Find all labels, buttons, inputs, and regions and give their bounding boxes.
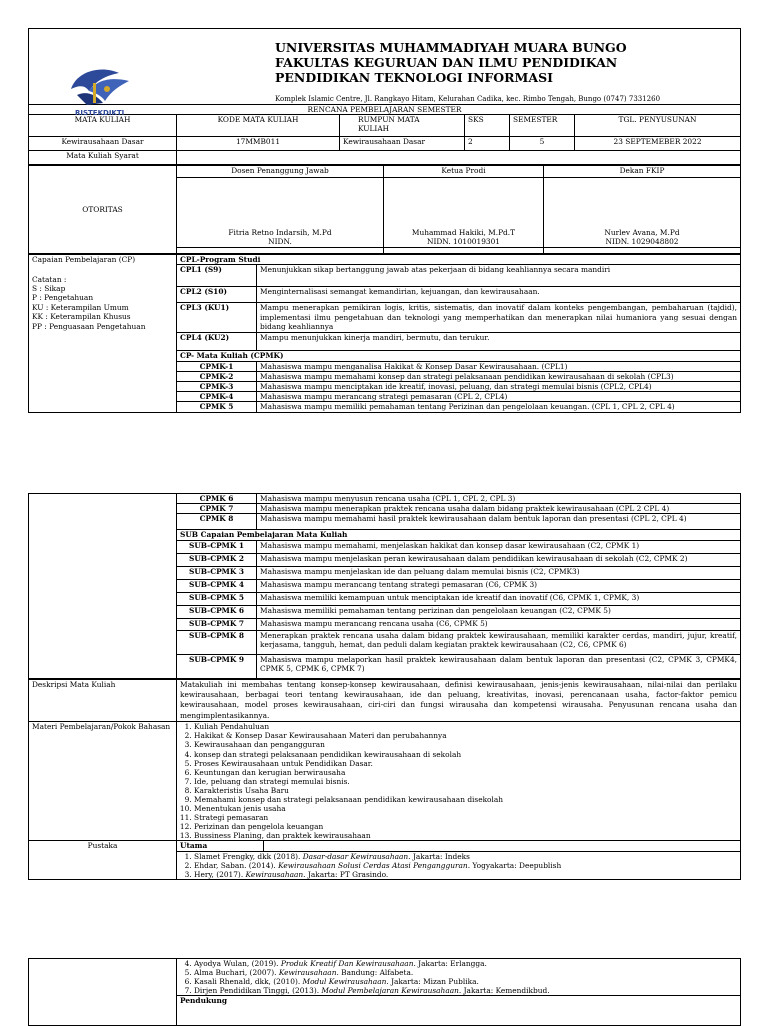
cpl-code: CPL4 (KU2) xyxy=(177,333,257,351)
cp-label: Capaian Pembelajaran (CP) xyxy=(32,255,136,265)
list-item: 3. Hery, (2017). Kewirausahaan. Jakarta: PT Grasindo. xyxy=(194,870,737,879)
program-name: PENDIDIKAN TEKNOLOGI INFORMASI xyxy=(275,70,553,85)
role-dekan: Dekan FKIP xyxy=(544,166,741,178)
rps-header-table xyxy=(28,28,741,165)
cpmk-title: CP- Mata Kuliah (CPMK) xyxy=(177,351,741,361)
pustaka-list xyxy=(180,852,737,879)
doc-title: RENCANA PEMBELAJARAN SEMESTER xyxy=(29,105,741,115)
nidn-dosen: NIDN. xyxy=(268,237,292,246)
cpl-code: CPL1 (S9) xyxy=(177,265,257,287)
cpmk-code: CPMK 6 xyxy=(177,494,257,504)
list-item: 2. Ehdar, Saban. (2014). Kewirausahaan Solusi Cerdas Atasi Pengangguran. Yogyakarta: Deepublish xyxy=(194,861,737,870)
sub-cpmk-code: SUB-CPMK 9 xyxy=(177,654,257,678)
list-item: 1. Slamet Frengky, dkk (2018). Dasar-dasar Kewirausahaan. Jakarta: Indeks xyxy=(194,852,737,861)
page-2 xyxy=(0,493,768,880)
cpmk-code: CPMK-2 xyxy=(177,371,257,381)
sub-cpmk-text: Mahasiswa mampu merancang rencana usaha (C6, CPMK 5) xyxy=(257,618,741,630)
list-item: 5. Alma Buchari, (2007). Kewirausahaan. Bandung: Alfabeta. xyxy=(194,968,737,977)
cpmk-sub-table xyxy=(28,493,741,679)
list-item: 1. Kuliah Pendahuluan xyxy=(194,722,737,731)
nidn-kaprodi: NIDN. 1010019301 xyxy=(426,237,501,246)
cpl-text: Menginternalisasi semangat kemandirian, kejuangan, dan kewirausahaan. xyxy=(257,287,741,303)
sub-cpmk-text: Mahasiswa mampu melaporkan hasil praktek kewirausahaan dalam bentuk laporan dan presentasi (C2, CPMK 3, CPMK4, CPMK 5, CPMK 6, CPMK 7) xyxy=(257,654,741,678)
cpmk-code: CPMK 7 xyxy=(177,504,257,514)
sub-cpmk-code: SUB-CPMK 6 xyxy=(177,605,257,618)
university-name: UNIVERSITAS MUHAMMADIYAH MUARA BUNGO xyxy=(275,40,627,55)
list-item: 7. Dirjen Pendidikan Tinggi, (2013). Modul Pembelajaran Kewirausahaan. Jakarta: Kemendikbud. xyxy=(194,986,737,995)
cpl-code: CPL2 (S10) xyxy=(177,287,257,303)
prereq-label: Mata Kuliah Syarat xyxy=(29,151,177,165)
cpmk-text: Mahasiswa mampu memahami hasil praktek kewirausahaan dalam bentuk laporan dan presentasi (CPL 2, CPL 4) xyxy=(257,514,741,530)
note-ku: KU : Keterampilan Umum xyxy=(32,302,129,312)
cpmk-text: Mahasiswa mampu menyusun rencana usaha (CPL 1, CPL 2, CPL 3) xyxy=(257,494,741,504)
name-dekan: Nurlev Avana, M.Pd xyxy=(604,227,680,237)
list-item: 7. Ide, peluang dan strategi memulai bisnis. xyxy=(194,777,737,786)
col-header-mata-kuliah: MATA KULIAH xyxy=(29,115,177,137)
sub-cpmk-text: Mahasiswa memiliki pemahaman tentang perizinan dan pengelolaan keuangan (C2, CPMK 5) xyxy=(257,605,741,618)
note-s: S : Sikap xyxy=(32,284,66,294)
list-item: 11. Strategi pemasaran xyxy=(194,813,737,822)
pustaka-list-cell xyxy=(177,851,741,879)
col-header-tgl: TGL. PENYUSUNAN xyxy=(575,115,741,137)
cp-label-cell xyxy=(29,255,177,412)
list-item: 8. Karakteristis Usaha Baru xyxy=(194,786,737,795)
cpmk-code: CPMK 8 xyxy=(177,514,257,530)
pustaka-label: Pustaka xyxy=(29,841,177,879)
value-rumpun: Kewirausahaan Dasar xyxy=(340,137,465,151)
value-semester: 5 xyxy=(510,137,575,151)
cpmk-code: CPMK-1 xyxy=(177,361,257,371)
col-header-rumpun: RUMPUN MATA KULIAH xyxy=(340,115,465,137)
desc-text: Matakuliah ini membahas tentang konsep-konsep kewirausahaan, definisi kewirausahaan, jenis-jenis kewirausahaan, nilai-nilai dan perilaku kewirausahaan, berbagai teori tentang kewirausahaan, ide dan peluang, kreativitas, inovasi, perencanaan usaha, factor-faktor pemicu kewirausahaan, model proses kewirausahaan, ciri-ciri dan fungsi wirausaha dan kompetensi wirausaha. Penyusunan rencana usaha dan mengimplentasikannya. xyxy=(177,679,741,722)
prereq-value xyxy=(177,151,741,165)
list-item: 4. Ayodya Wulan, (2019). Produk Kreatif Dan Kewirausahaan. Jakarta: Erlangga. xyxy=(194,959,737,968)
cpmk-text: Mahasiswa mampu menciptakan ide kreatif, inovasi, peluang, dan strategi memulai bisnis (CPL2, CPL4) xyxy=(257,382,741,392)
materi-list-cell xyxy=(177,722,741,841)
list-item: 6. Kasali Rhenald, dkk, (2010). Modul Kewirausahaan. Jakarta: Mizan Publika. xyxy=(194,977,737,986)
cpmk-code: CPMK 5 xyxy=(177,402,257,412)
cpl-title: CPL-Program Studi xyxy=(177,255,741,265)
cpl-text: Mampu menerapkan pemikiran logis, kritis, sistematis, dan inovatif dalam konteks pengembangan, pembaharuan (tajdid), implementasi ilmu pengetahuan dan teknologi yang memperhatikan dan menerapkan nilai humaniora yang sesuai dengan bidang keahliannya xyxy=(257,303,741,333)
page-3 xyxy=(0,958,768,1026)
col-header-semester: SEMESTER xyxy=(510,115,575,137)
utama-label xyxy=(177,841,741,851)
name-kaprodi: Muhammad Hakiki, M.Pd.T xyxy=(411,227,516,237)
role-kaprodi: Ketua Prodi xyxy=(384,166,544,178)
materi-list xyxy=(180,722,737,840)
cpl-code: CPL3 (KU1) xyxy=(177,303,257,333)
sub-cpmk-code: SUB-CPMK 8 xyxy=(177,630,257,654)
cpmk-text: Mahasiswa mampu memiliki pemahaman tentang Perizinan dan pengelolaan keuangan. (CPL 1, CPL 2, CPL 4) xyxy=(257,402,741,412)
sub-cpmk-code: SUB-CPMK 1 xyxy=(177,540,257,553)
address: Komplek Islamic Centre, Jl. Rangkayo Hitam, Kelurahan Cadika, kec. Rimbo Tengah, Bungo (0747) 7331260 xyxy=(29,95,741,105)
pendukung-label: Pendukung xyxy=(177,996,741,1026)
cpmk-text: Mahasiswa mampu menerapkan praktek rencana usaha dalam bidang praktek kewirausahaan (CPL 2 CPL 4) xyxy=(257,504,741,514)
cpmk-text: Mahasiswa mampu memahami konsep dan strategi pelaksanaan pendidikan kewirausahaan di sekolah (CPL3) xyxy=(257,371,741,381)
value-mata-kuliah: Kewirausahaan Dasar xyxy=(29,137,177,151)
pustaka-list-continued xyxy=(180,959,737,995)
sub-cpmk-code: SUB-CPMK 7 xyxy=(177,618,257,630)
col-header-kode: KODE MATA KULIAH xyxy=(177,115,340,137)
page-1 xyxy=(0,28,768,413)
cpl-text: Mampu menunjukkan kinerja mandiri, bermutu, dan terukur. xyxy=(257,333,741,351)
sub-cpmk-text: Mahasiswa mampu menjelaskan ide dan peluang dalam memulai bisnis (C2, CPMK3) xyxy=(257,566,741,579)
cp-table xyxy=(28,254,741,412)
note-kk: KK : Keterampilan Khusus xyxy=(32,312,131,322)
logo-text: RISTEKDIKTI xyxy=(75,109,125,117)
sub-cpmk-code: SUB-CPMK 5 xyxy=(177,592,257,605)
nidn-dekan: NIDN. 1029048802 xyxy=(605,237,679,246)
faculty-name: FAKULTAS KEGURUAN DAN ILMU PENDIDIKAN xyxy=(275,55,618,70)
cpmk-text: Mahasiswa mampu merancang strategi pemasaran (CPL 2, CPL4) xyxy=(257,392,741,402)
note-p: P : Pengetahuan xyxy=(32,293,94,303)
cpl-text: Menunjukkan sikap bertanggung jawab atas pekerjaan di bidang keahliannya secara mandiri xyxy=(257,265,741,287)
sub-cpmk-code: SUB-CPMK 3 xyxy=(177,566,257,579)
list-item: 13. Bussiness Planing, dan praktek kewirausahaan xyxy=(194,831,737,840)
list-item: 12. Perizinan dan pengelola keuangan xyxy=(194,822,737,831)
col-header-sks: SKS xyxy=(465,115,510,137)
sub-cpmk-code: SUB-CPMK 2 xyxy=(177,553,257,566)
list-item: 9. Memahami konsep dan strategi pelaksanaan pendidikan kewirausahaan disekolah xyxy=(194,795,737,804)
course-detail-table xyxy=(28,679,741,880)
sub-cpmk-text: Mahasiswa mampu menjelaskan peran kewirausahaan dalam pendidikan kewirausahaan di sekolah (C2, CPMK 2) xyxy=(257,553,741,566)
sub-cpmk-text: Mahasiswa memiliki kemampuan untuk menciptakan ide kreatif dan inovatif (C6, CPMK 1, CPMK, 3) xyxy=(257,592,741,605)
role-dosen: Dosen Penanggung Jawab xyxy=(177,166,384,178)
list-item: 4. konsep dan strategi pelaksanaan pendidikan kewirausahaan di sekolah xyxy=(194,750,737,759)
value-sks: 2 xyxy=(465,137,510,151)
cpmk-code: CPMK-3 xyxy=(177,382,257,392)
pustaka-continued-table xyxy=(28,958,741,1026)
list-item: 2. Hakikat & Konsep Dasar Kewirausahaan Materi dan perubahannya xyxy=(194,731,737,740)
list-item: 3. Kewirausahaan dan pengangguran xyxy=(194,740,737,749)
otoritas-label: OTORITAS xyxy=(29,166,177,254)
list-item: 10. Menentukan jenis usaha xyxy=(194,804,737,813)
cpmk-code: CPMK-4 xyxy=(177,392,257,402)
sub-cpmk-text: Mahasiswa mampu merancang tentang strategi pemasaran (C6, CPMK 3) xyxy=(257,579,741,592)
sub-cpmk-text: Menerapkan praktek rencana usaha dalam bidang praktek kewirausahaan, memiliki karakter cerdas, mandiri, jujur, kreatif, kerjasama, tangguh, hemat, dan peduli dalam kegiatan praktek kewirausahaan (C2, C6, CPMK 6) xyxy=(257,630,741,654)
materi-label: Materi Pembelajaran/Pokok Bahasan xyxy=(29,722,177,841)
university-logo-icon xyxy=(63,61,139,123)
note-pp: PP : Penguasaan Pengetahuan xyxy=(32,321,146,331)
sub-cpmk-title: SUB Capaian Pembelajaran Mata Kuliah xyxy=(177,530,741,540)
pustaka-continued-label xyxy=(29,959,177,1026)
otoritas-table xyxy=(28,165,741,254)
pustaka-list-cell xyxy=(177,959,741,996)
notes-title: Catatan : xyxy=(32,274,67,284)
utama-label-text: Utama xyxy=(177,841,264,850)
cpmk-text: Mahasiswa mampu menganalisa Hakikat & Konsep Dasar Kewirausahaan. (CPL1) xyxy=(257,361,741,371)
name-dosen: Fitria Retno Indarsih, M.Pd xyxy=(228,227,332,237)
value-kode: 17MMB011 xyxy=(177,137,340,151)
sub-cpmk-code: SUB-CPMK 4 xyxy=(177,579,257,592)
sub-cpmk-text: Mahasiswa mampu memahami, menjelaskan hakikat dan konsep dasar kewirausahaan (C2, CPMK 1) xyxy=(257,540,741,553)
cp-continued-cell xyxy=(29,494,177,679)
list-item: 5. Proses Kewirausahaan untuk Pendidikan Dasar. xyxy=(194,759,737,768)
desc-label: Deskripsi Mata Kuliah xyxy=(29,679,177,722)
list-item: 6. Keuntungan dan kerugian berwirausaha xyxy=(194,768,737,777)
value-tgl: 23 SEPTEMEBER 2022 xyxy=(575,137,741,151)
